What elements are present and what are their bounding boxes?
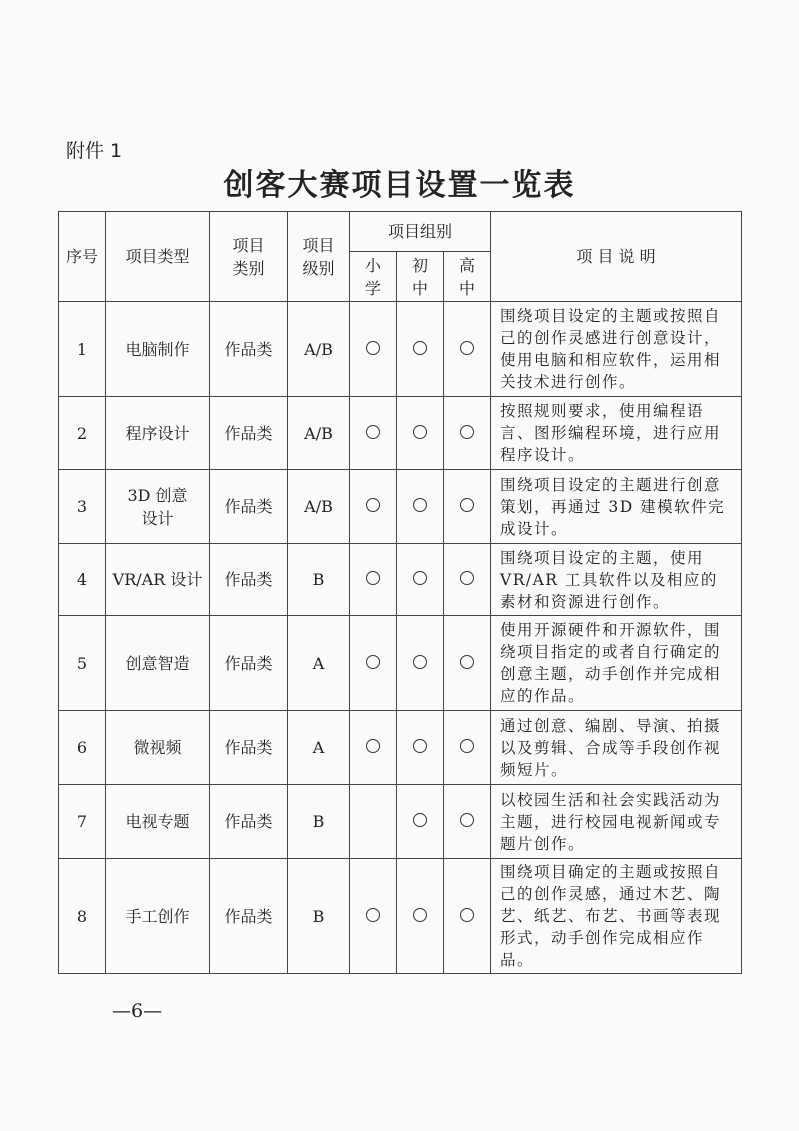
circle-mark-icon	[413, 571, 427, 585]
cell-senior	[444, 397, 491, 470]
cell-primary	[350, 859, 397, 974]
circle-mark-icon	[366, 341, 380, 355]
circle-mark-icon	[413, 425, 427, 439]
cell-category: 作品类	[210, 470, 288, 544]
circle-mark-icon	[366, 739, 380, 753]
cell-desc: 使用开源硬件和开源软件，围绕项目指定的或者自行确定的创意主题，动手创作并完成相应的作品。	[491, 616, 742, 711]
cell-desc: 围绕项目确定的主题或按照自己的创作灵感，通过木艺、陶艺、纸艺、布艺、书画等表现形式，动手创作完成相应作品。	[491, 859, 742, 974]
header-category: 项目类别	[210, 212, 288, 302]
cell-desc: 按照规则要求，使用编程语言、图形编程环境，进行应用程序设计。	[491, 397, 742, 470]
cell-type: 电视专题	[106, 785, 210, 859]
cell-seq: 6	[59, 711, 106, 785]
circle-mark-icon	[366, 498, 380, 512]
circle-mark-icon	[460, 341, 474, 355]
cell-junior	[397, 711, 444, 785]
circle-mark-icon	[460, 908, 474, 922]
table-row	[59, 470, 742, 544]
table-row	[59, 544, 742, 616]
cell-seq: 4	[59, 544, 106, 616]
header-seq: 序号	[59, 212, 106, 302]
circle-mark-icon	[413, 813, 427, 827]
circle-mark-icon	[413, 655, 427, 669]
circle-mark-icon	[460, 571, 474, 585]
cell-category: 作品类	[210, 859, 288, 974]
cell-level: B	[288, 785, 350, 859]
cell-type: 微视频	[106, 711, 210, 785]
circle-mark-icon	[460, 813, 474, 827]
cell-junior	[397, 470, 444, 544]
cell-category: 作品类	[210, 711, 288, 785]
cell-junior	[397, 544, 444, 616]
circle-mark-icon	[460, 739, 474, 753]
cell-seq: 5	[59, 616, 106, 711]
header-senior: 高中	[444, 252, 491, 302]
cell-primary	[350, 616, 397, 711]
circle-mark-icon	[413, 739, 427, 753]
cell-level: A/B	[288, 397, 350, 470]
circle-mark-icon	[460, 498, 474, 512]
cell-primary	[350, 711, 397, 785]
table-row	[59, 859, 742, 974]
cell-level: B	[288, 544, 350, 616]
header-primary: 小学	[350, 252, 397, 302]
cell-junior	[397, 397, 444, 470]
table-row	[59, 711, 742, 785]
header-desc: 项 目 说 明	[491, 212, 742, 302]
cell-level: B	[288, 859, 350, 974]
circle-mark-icon	[366, 571, 380, 585]
circle-mark-icon	[366, 655, 380, 669]
cell-level: A	[288, 616, 350, 711]
header-level: 项目级别	[288, 212, 350, 302]
table-row	[59, 302, 742, 397]
cell-category: 作品类	[210, 302, 288, 397]
cell-seq: 1	[59, 302, 106, 397]
cell-type: 程序设计	[106, 397, 210, 470]
circle-mark-icon	[413, 341, 427, 355]
cell-seq: 8	[59, 859, 106, 974]
cell-type: 电脑制作	[106, 302, 210, 397]
cell-primary	[350, 544, 397, 616]
cell-senior	[444, 302, 491, 397]
cell-category: 作品类	[210, 397, 288, 470]
circle-mark-icon	[366, 425, 380, 439]
cell-level: A/B	[288, 470, 350, 544]
cell-type: VR/AR 设计	[106, 544, 210, 616]
cell-primary	[350, 397, 397, 470]
cell-category: 作品类	[210, 616, 288, 711]
cell-level: A	[288, 711, 350, 785]
circle-mark-icon	[413, 908, 427, 922]
cell-desc: 围绕项目设定的主题进行创意策划，再通过 3D 建模软件完成设计。	[491, 470, 742, 544]
cell-category: 作品类	[210, 785, 288, 859]
page-title: 创客大赛项目设置一览表	[223, 168, 576, 203]
cell-category: 作品类	[210, 544, 288, 616]
cell-desc: 以校园生活和社会实践活动为主题，进行校园电视新闻或专题片创作。	[491, 785, 742, 859]
cell-type: 手工创作	[106, 859, 210, 974]
cell-primary	[350, 785, 397, 859]
page-number: —6—	[112, 1000, 163, 1022]
cell-seq: 3	[59, 470, 106, 544]
header-type: 项目类型	[106, 212, 210, 302]
cell-senior	[444, 470, 491, 544]
project-table	[58, 211, 742, 974]
circle-mark-icon	[366, 908, 380, 922]
cell-junior	[397, 302, 444, 397]
cell-primary	[350, 470, 397, 544]
circle-mark-icon	[460, 655, 474, 669]
attachment-label: 附件 1	[66, 140, 123, 162]
cell-level: A/B	[288, 302, 350, 397]
cell-desc: 围绕项目设定的主题，使用 VR/AR 工具软件以及相应的素材和资源进行创作。	[491, 544, 742, 616]
cell-seq: 7	[59, 785, 106, 859]
cell-senior	[444, 616, 491, 711]
cell-junior	[397, 616, 444, 711]
cell-senior	[444, 859, 491, 974]
header-junior: 初中	[397, 252, 444, 302]
cell-desc: 通过创意、编剧、导演、拍摄以及剪辑、合成等手段创作视频短片。	[491, 711, 742, 785]
cell-type: 创意智造	[106, 616, 210, 711]
cell-senior	[444, 544, 491, 616]
cell-seq: 2	[59, 397, 106, 470]
cell-type: 3D 创意设计	[106, 470, 210, 544]
table-row	[59, 785, 742, 859]
cell-junior	[397, 785, 444, 859]
circle-mark-icon	[460, 425, 474, 439]
cell-senior	[444, 785, 491, 859]
cell-junior	[397, 859, 444, 974]
cell-primary	[350, 302, 397, 397]
table-row	[59, 397, 742, 470]
cell-senior	[444, 711, 491, 785]
table-row	[59, 616, 742, 711]
cell-desc: 围绕项目设定的主题或按照自己的创作灵感进行创意设计，使用电脑和相应软件，运用相关技术进行创作。	[491, 302, 742, 397]
header-group: 项目组别	[350, 212, 491, 252]
circle-mark-icon	[413, 498, 427, 512]
